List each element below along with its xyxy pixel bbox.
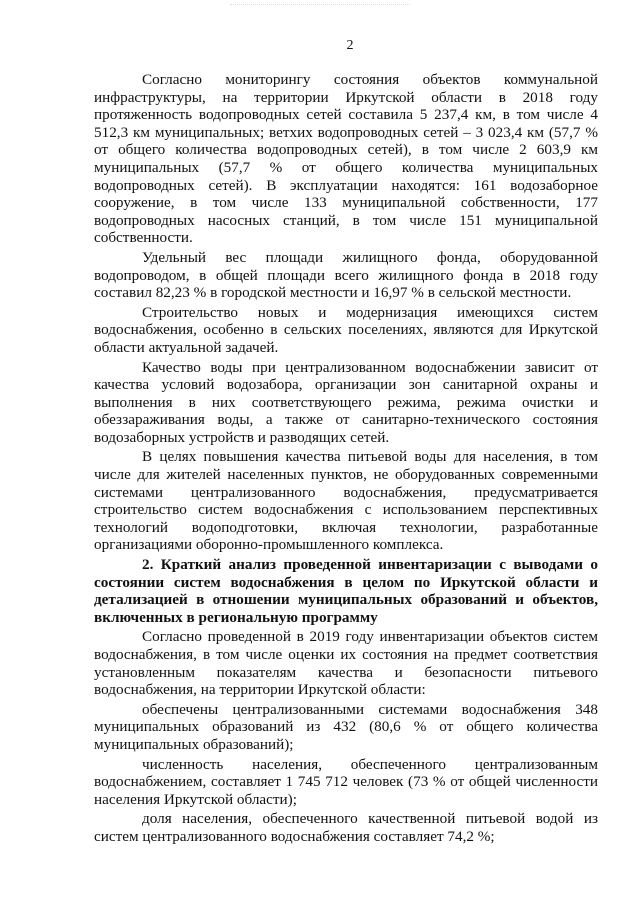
list-item-municipalities: обеспечены централизованными системами водоснабжения 348 муниципальных образований из 432 (80,6 % от общего количества муниципальных образований); <box>94 700 598 753</box>
paragraph-improvement-goals: В целях повышения качества питьевой воды для населения, в том числе для жителей населенных пунктов, не оборудованных современными системами централизованного водоснабжения, предусматривается строительство систем водоснабжения с использованием перспективных технологий водоподготовки, включая технологии, разработанные организациями оборонно-промышленного комплекса. <box>94 448 598 554</box>
list-item-quality-share: доля населения, обеспеченного качественной питьевой водой из систем централизованного водоснабжения составляет 74,2 %; <box>94 810 598 845</box>
paragraph-housing-share: Удельный вес площади жилищного фонда, оборудованной водопроводом, в общей площади всего жилищного фонда в 2018 году составил 82,23 % в городской местности и 16,97 % в сельской местности. <box>94 248 598 302</box>
paragraph-infrastructure-monitoring: Согласно мониторингу состояния объектов коммунальной инфраструктуры, на территории Иркутской области в 2018 году протяженность водопроводных сетей составила 5 237,4 км, в том числе 4 512,3 км муниципальных; ветхих водопроводных сетей – 3 023,4 км (57,7 % от общего количества водопроводных сетей), в том числе 2 603,9 км муниципальных (57,7 % от общего количества муниципальных водопроводных сетей). В эксплуатации находятся: 161 водозаборное сооружение, в том числе 133 муниципальной собственности, 177 водопроводных насосных станций, в том числе 151 муниципальной собственности. <box>94 71 598 247</box>
paragraph-water-quality: Качество воды при централизованном водоснабжении зависит от качества условий водозабора, организации зон санитарной охраны и выполнения в них соответствующего режима, режима очистки и обеззараживания воды, а также от санитарно-технического состояния водозаборных устройств и разводящих сетей. <box>94 358 598 446</box>
list-item-population: численность населения, обеспеченного централизованным водоснабжением, составляет 1 745 712 человек (73 % от общей численности населения Иркутской области); <box>94 755 598 808</box>
scan-artifact <box>230 4 410 11</box>
paragraph-construction: Строительство новых и модернизация имеющихся систем водоснабжения, особенно в сельских поселениях, являются для Иркутской области актуальной задачей. <box>94 303 598 356</box>
page-number: 2 <box>346 38 354 53</box>
paragraph-inventory-intro: Согласно проведенной в 2019 году инвентаризации объектов систем водоснабжения, в том числе оценки их состояния на предмет соответствия установленным показателям качества и безопасности питьевого водоснабжения, на территории Иркутской области: <box>94 628 598 699</box>
section-heading: 2. Краткий анализ проведенной инвентаризации с выводами о состоянии систем водоснабжения в целом по Иркутской области и детализацией в отношении муниципальных образований и объектов, включенных в региональную программу <box>94 556 598 626</box>
